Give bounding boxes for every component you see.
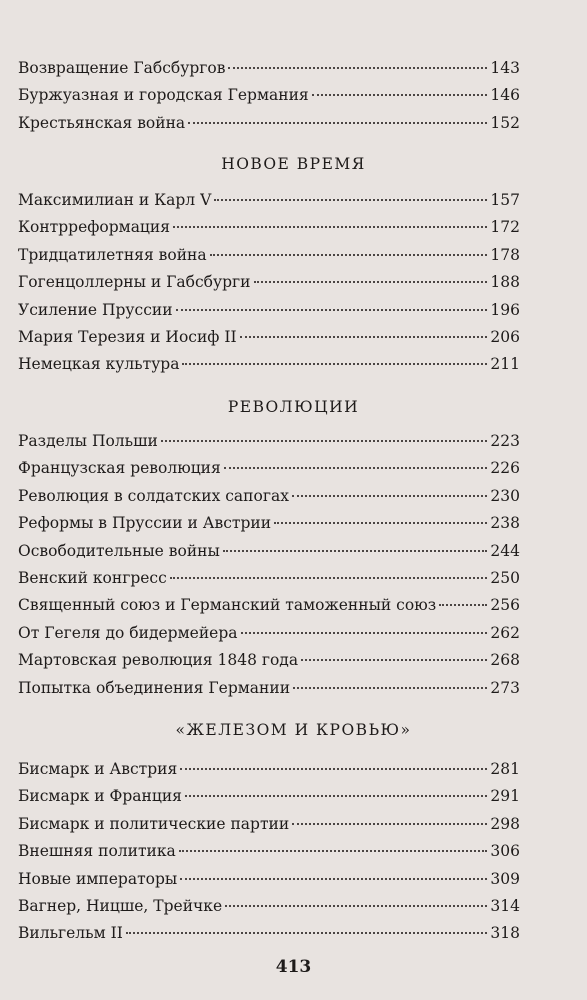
section-heading-revolutions: РЕВОЛЮЦИИ xyxy=(227,398,360,416)
toc-entry xyxy=(18,214,520,241)
page-number: 413 xyxy=(275,957,312,977)
toc-entry xyxy=(18,269,520,296)
toc-entry-title: Немецкая культура xyxy=(18,355,180,374)
dot-leader xyxy=(126,932,488,934)
dot-leader xyxy=(180,768,487,770)
toc-entry xyxy=(18,82,520,109)
toc-entry xyxy=(18,783,520,810)
toc-entry xyxy=(18,297,520,324)
dot-leader xyxy=(301,659,487,661)
toc-entry-title: От Гегеля до бидермейера xyxy=(18,623,238,642)
toc-entry xyxy=(18,187,520,214)
toc-entry xyxy=(18,428,520,455)
toc-entry xyxy=(18,483,520,510)
dot-leader xyxy=(228,67,487,69)
toc-entry-title: Бисмарк и политические партии xyxy=(18,814,290,833)
section-heading-iron-and-blood: «ЖЕЛЕЗОМ И КРОВЬЮ» xyxy=(175,721,412,739)
toc-group-1 xyxy=(18,55,520,137)
toc-entry-title: Священный союз и Германский таможенный союз xyxy=(18,596,437,615)
toc-entry-page: 223 xyxy=(490,432,520,450)
toc-entry-page: 188 xyxy=(490,273,520,292)
toc-entry xyxy=(18,866,520,893)
toc-entry xyxy=(18,110,520,137)
toc-entry-title: Революция в солдатских сапогах xyxy=(18,486,289,505)
dot-leader xyxy=(214,199,487,201)
toc-entry xyxy=(18,324,520,351)
dot-leader xyxy=(161,440,488,442)
toc-entry-page: 256 xyxy=(490,596,520,615)
toc-entry-title: Внешняя политика xyxy=(18,842,176,861)
toc-group-4 xyxy=(18,756,520,948)
toc-entry-title: Буржуазная и городская Германия xyxy=(18,86,309,105)
toc-entry-page: 211 xyxy=(490,355,520,374)
toc-entry-page: 268 xyxy=(490,651,520,670)
toc-entry xyxy=(18,592,520,619)
dot-leader xyxy=(185,795,487,797)
toc-entry-page: 291 xyxy=(490,787,520,806)
toc-entry-page: 230 xyxy=(490,486,520,505)
toc-entry-page: 314 xyxy=(490,896,520,915)
toc-entry xyxy=(18,538,520,565)
dot-leader xyxy=(240,336,488,338)
toc-entry-page: 262 xyxy=(490,623,520,642)
dot-leader xyxy=(170,577,488,579)
toc-entry-page: 306 xyxy=(490,842,520,861)
toc-entry xyxy=(18,647,520,674)
toc-entry-title: Венский конгресс xyxy=(18,568,167,587)
toc-entry-title: Реформы в Пруссии и Австрии xyxy=(18,514,272,533)
toc-entry-page: 146 xyxy=(490,86,520,105)
section-heading-new-time: НОВОЕ ВРЕМЯ xyxy=(221,155,366,173)
toc-entry-page: 244 xyxy=(490,541,520,560)
toc-entry-title: Мария Терезия и Иосиф II xyxy=(18,327,237,346)
toc-entry xyxy=(18,565,520,592)
toc-entry-page: 157 xyxy=(490,191,520,209)
toc-entry-page: 273 xyxy=(490,678,520,697)
dot-leader xyxy=(439,604,487,606)
toc-entry-title: Попытка объединения Германии xyxy=(18,678,291,697)
toc-group-2 xyxy=(18,187,520,379)
dot-leader xyxy=(179,850,488,852)
toc-entry-title: Новые императоры xyxy=(18,869,178,888)
toc-entry xyxy=(18,920,520,947)
dot-leader xyxy=(293,687,487,689)
toc-entry-title: Крестьянская война xyxy=(18,113,186,132)
dot-leader xyxy=(254,281,488,283)
toc-entry-page: 143 xyxy=(490,59,520,77)
dot-leader xyxy=(241,632,488,634)
toc-entry xyxy=(18,620,520,647)
dot-leader xyxy=(210,254,488,256)
toc-entry xyxy=(18,675,520,702)
toc-entry-page: 178 xyxy=(490,245,520,264)
dot-leader xyxy=(188,122,487,124)
toc-entry-title: Тридцатилетняя война xyxy=(18,245,207,264)
toc-entry-title: Усиление Пруссии xyxy=(18,300,173,319)
toc-entry-title: Максимилиан и Карл V xyxy=(18,191,212,209)
toc-entry xyxy=(18,893,520,920)
toc-entry xyxy=(18,455,520,482)
toc-entry-title: Вагнер, Ницше, Трейчке xyxy=(18,896,223,915)
toc-entry-title: Вильгельм II xyxy=(18,924,123,943)
toc-entry-page: 309 xyxy=(490,869,520,888)
toc-entry xyxy=(18,55,520,82)
toc-entry-page: 318 xyxy=(490,924,520,943)
toc-entry xyxy=(18,756,520,783)
toc-entry-title: Мартовская революция 1848 года xyxy=(18,651,299,670)
dot-leader xyxy=(292,495,487,497)
dot-leader xyxy=(312,94,488,96)
toc-entry-page: 281 xyxy=(490,760,520,778)
toc-entry-page: 226 xyxy=(490,459,520,478)
toc-entry-page: 298 xyxy=(490,814,520,833)
dot-leader xyxy=(223,550,488,552)
toc-entry xyxy=(18,811,520,838)
toc-entry-page: 250 xyxy=(490,568,520,587)
toc-entry-title: Освободительные войны xyxy=(18,541,220,560)
dot-leader xyxy=(180,878,487,880)
dot-leader xyxy=(182,363,487,365)
toc-entry-page: 196 xyxy=(490,300,520,319)
toc-entry-title: Бисмарк и Австрия xyxy=(18,760,178,778)
toc-entry-page: 238 xyxy=(490,514,520,533)
toc-entry xyxy=(18,242,520,269)
toc-entry-title: Бисмарк и Франция xyxy=(18,787,182,806)
dot-leader xyxy=(173,226,487,228)
toc-group-3 xyxy=(18,428,520,702)
toc-entry xyxy=(18,838,520,865)
toc-entry-title: Гогенцоллерны и Габсбурги xyxy=(18,273,251,292)
toc-entry xyxy=(18,351,520,378)
toc-entry-page: 172 xyxy=(490,218,520,237)
dot-leader xyxy=(292,823,487,825)
toc-entry-page: 206 xyxy=(490,327,520,346)
toc-entry-title: Французская революция xyxy=(18,459,221,478)
dot-leader xyxy=(274,522,487,524)
toc-entry-title: Возвращение Габсбургов xyxy=(18,59,226,77)
toc-entry-title: Контрреформация xyxy=(18,218,171,237)
toc-entry-page: 152 xyxy=(490,113,520,132)
toc-entry xyxy=(18,510,520,537)
dot-leader xyxy=(224,467,488,469)
dot-leader xyxy=(176,309,488,311)
dot-leader xyxy=(225,905,487,907)
toc-entry-title: Разделы Польши xyxy=(18,432,158,450)
